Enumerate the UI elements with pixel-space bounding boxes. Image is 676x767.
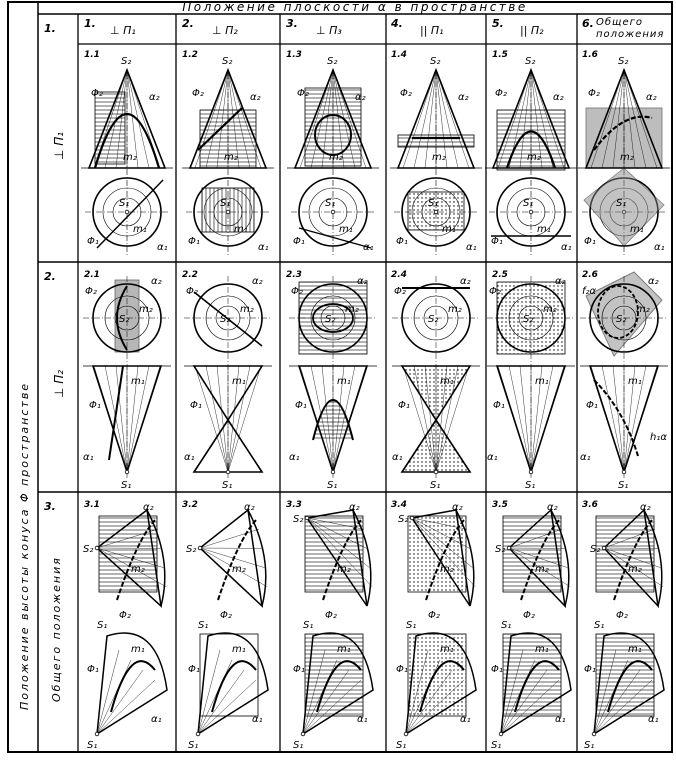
symbol-label: S₁ [222, 480, 233, 491]
symbol-label: α₂ [646, 92, 657, 103]
symbol-label: S₁ [525, 480, 536, 491]
symbol-label: m₁ [537, 224, 551, 235]
symbol-label: α₂ [244, 502, 255, 513]
symbol-label: S₂ [119, 314, 130, 325]
symbol-label: Φ₂ [616, 610, 628, 621]
apex-point [301, 732, 305, 736]
symbol-label: Φ₁ [89, 400, 101, 411]
symbol-label: α₂ [640, 502, 651, 513]
cell-id: 1.4 [391, 50, 407, 60]
symbol-label: Φ₂ [489, 286, 501, 297]
symbol-label: α₂ [460, 276, 471, 287]
symbol-label: α₁ [561, 242, 572, 253]
generator-line [97, 670, 143, 734]
symbol-label: α₁ [157, 242, 168, 253]
symbol-label: α₁ [258, 242, 269, 253]
cell-row1-drawing [485, 56, 577, 255]
symbol-label: m₂ [448, 304, 462, 315]
symbol-label: S₁ [325, 198, 336, 209]
cell-row3-drawing [83, 502, 167, 751]
symbol-label: S₂ [398, 514, 409, 525]
generator-line [198, 680, 256, 734]
plane-alpha1 [305, 634, 363, 716]
symbol-label: S₁ [616, 198, 627, 209]
symbol-label: α₁ [580, 452, 591, 463]
symbol-label: m₁ [234, 224, 248, 235]
symbol-label: S₁ [198, 620, 209, 631]
symbol-label: Φ₁ [190, 400, 202, 411]
plane-alpha1 [200, 634, 258, 716]
apex-point [592, 732, 596, 736]
symbol-label: m₂ [345, 304, 359, 315]
symbol-label: Φ₁ [584, 664, 596, 675]
symbol-label: α₂ [553, 92, 564, 103]
cell-id: 2.5 [492, 270, 508, 280]
symbol-label: m₂ [232, 564, 246, 575]
symbol-label: S₁ [594, 620, 605, 631]
cell-row2-drawing [289, 276, 377, 491]
symbol-label: S₁ [119, 198, 130, 209]
symbol-label: S₁ [430, 480, 441, 491]
generator-line [97, 680, 155, 734]
col-5-label: || Π₂ [520, 24, 544, 37]
symbol-label: m₁ [630, 224, 644, 235]
plane-alpha1 [596, 634, 654, 716]
symbol-label: Φ₁ [87, 236, 99, 247]
row-1-number: 1. [44, 22, 56, 35]
symbol-label: m₁ [232, 376, 246, 387]
symbol-label: m₁ [337, 376, 351, 387]
cell-row2-drawing [487, 276, 575, 491]
generator-line [217, 366, 228, 472]
symbol-label: α₁ [289, 452, 300, 463]
apex-point [410, 516, 414, 520]
apex-point [434, 470, 438, 474]
apex-point [622, 470, 626, 474]
apex-point [95, 732, 99, 736]
section-curve-m1 [111, 661, 155, 712]
col-2-number: 2. [182, 17, 194, 30]
symbol-label: S₂ [121, 56, 132, 67]
apex-point [331, 470, 335, 474]
symbol-label: m₂ [636, 304, 650, 315]
cell-row2-drawing [83, 276, 171, 491]
symbol-label: Φ₁ [87, 664, 99, 675]
symbol-label: m₂ [329, 152, 343, 163]
symbol-label: S₂ [616, 314, 627, 325]
symbol-label: Φ₁ [188, 236, 200, 247]
col-4-label: || Π₁ [420, 24, 444, 37]
col-1-number: 1. [84, 17, 96, 30]
symbol-label: α₂ [149, 92, 160, 103]
col-1-label: ⊥ Π₁ [110, 24, 136, 37]
generator-line [602, 366, 624, 472]
generator-line [509, 366, 531, 472]
symbol-label: S₁ [406, 620, 417, 631]
side-title: Положение высоты конуса Φ пространстве [18, 381, 31, 710]
cell-id: 3.6 [582, 500, 598, 510]
symbol-label: Φ₁ [491, 236, 503, 247]
symbol-label: m₂ [535, 564, 549, 575]
symbol-label: α₁ [392, 452, 403, 463]
symbol-label: h₁α [650, 432, 667, 443]
symbol-label: Φ₂ [495, 88, 507, 99]
symbol-label: α₁ [487, 452, 498, 463]
symbol-label: m₁ [131, 376, 145, 387]
cell-id: 3.2 [182, 500, 198, 510]
cell-id: 1.6 [582, 50, 598, 60]
symbol-label: m₂ [131, 564, 145, 575]
apex-point [125, 470, 129, 474]
cell-id: 2.6 [582, 270, 598, 280]
symbol-label: S₂ [525, 56, 536, 67]
symbol-label: Φ₂ [220, 610, 232, 621]
apex-point [529, 470, 533, 474]
symbol-label: Φ₁ [396, 236, 408, 247]
cell-row3-drawing [396, 502, 476, 751]
cell-row2-drawing [184, 276, 272, 491]
col-3-number: 3. [286, 17, 298, 30]
symbol-label: S₁ [121, 480, 132, 491]
col-4-number: 4. [391, 17, 403, 30]
cell-row1-drawing [182, 56, 274, 255]
plane-trace-alpha1 [299, 228, 371, 248]
symbol-label: α₂ [357, 276, 368, 287]
symbol-label: Φ₂ [400, 88, 412, 99]
symbol-label: S₁ [396, 740, 407, 751]
symbol-label: Φ₁ [398, 400, 410, 411]
symbol-label: S₂ [430, 56, 441, 67]
symbol-label: m₁ [628, 376, 642, 387]
symbol-label: S₂ [327, 56, 338, 67]
header-title: Положение плоскости α в пространстве [182, 0, 528, 14]
symbol-label: m₁ [232, 644, 246, 655]
symbol-label: Φ₁ [584, 236, 596, 247]
symbol-label: m₂ [337, 564, 351, 575]
cell-id: 3.3 [286, 500, 302, 510]
symbol-label: Φ₁ [295, 400, 307, 411]
apex-point [95, 546, 99, 550]
cell-id: 1.1 [84, 50, 100, 60]
cell-row3-drawing [491, 502, 571, 751]
plane-alpha1 [503, 634, 561, 716]
cell-id: 3.4 [391, 500, 407, 510]
symbol-label: S₂ [222, 56, 233, 67]
symbol-label: Φ₁ [188, 664, 200, 675]
cell-row1-drawing [287, 56, 379, 255]
symbol-label: Φ₁ [493, 400, 505, 411]
cell-row3-drawing [293, 502, 373, 751]
symbol-label: α₂ [151, 276, 162, 287]
section-curve-m1 [212, 661, 256, 712]
symbol-label: Φ₂ [297, 88, 309, 99]
symbol-label: S₁ [428, 198, 439, 209]
apex-point [226, 470, 230, 474]
cell-id: 2.4 [391, 270, 407, 280]
symbol-label: S₁ [220, 198, 231, 209]
generator-line [200, 529, 259, 548]
apex-point [125, 210, 129, 214]
generator-line [498, 366, 531, 472]
row-3-label: Общего положения [50, 556, 63, 702]
symbol-label: Φ₂ [85, 286, 97, 297]
symbol-label: S₂ [590, 544, 601, 555]
symbol-label: m₂ [240, 304, 254, 315]
generator-line [206, 366, 228, 472]
symbol-label: m₂ [620, 152, 634, 163]
symbol-label: Φ₁ [491, 664, 503, 675]
symbol-label: m₁ [339, 224, 353, 235]
symbol-label: m₂ [224, 152, 238, 163]
apex-point [529, 210, 533, 214]
symbol-label: α₁ [460, 714, 471, 725]
symbol-label: m₁ [131, 644, 145, 655]
generator-line [195, 366, 228, 472]
cell-id: 1.3 [286, 50, 302, 60]
symbol-label: α₂ [458, 92, 469, 103]
cell-id: 2.2 [182, 270, 198, 280]
symbol-label: m₂ [543, 304, 557, 315]
cell-row1-drawing [578, 56, 670, 255]
symbol-label: α₁ [83, 452, 94, 463]
cell-row1-drawing [390, 56, 482, 255]
symbol-label: S₂ [186, 544, 197, 555]
col-6-label: Общего положения [596, 17, 665, 40]
symbol-label: S₂ [428, 314, 439, 325]
row-3-number: 3. [44, 500, 56, 513]
apex-point [404, 732, 408, 736]
apex-point [305, 516, 309, 520]
symbol-label: S₂ [495, 544, 506, 555]
symbol-label: S₁ [501, 620, 512, 631]
symbol-label: m₁ [440, 376, 454, 387]
col-5-number: 5. [492, 17, 504, 30]
symbol-label: α₁ [555, 714, 566, 725]
symbol-label: m₁ [535, 644, 549, 655]
cone-front-view [200, 510, 262, 606]
symbol-label: Φ₁ [396, 664, 408, 675]
symbol-label: S₂ [220, 314, 231, 325]
apex-point [499, 732, 503, 736]
symbol-label: Φ₂ [523, 610, 535, 621]
cell-row2-drawing [392, 276, 480, 491]
apex-point [198, 546, 202, 550]
symbol-label: S₁ [303, 620, 314, 631]
col-3-label: ⊥ Π₃ [316, 24, 342, 37]
plane-trace-alpha1 [97, 180, 163, 248]
symbol-label: S₁ [188, 740, 199, 751]
cell-row1-drawing [81, 56, 173, 255]
cell-id: 3.1 [84, 500, 100, 510]
symbol-label: α₁ [363, 242, 374, 253]
symbol-label: α₂ [555, 276, 566, 287]
symbol-label: α₁ [184, 452, 195, 463]
symbol-label: m₂ [440, 564, 454, 575]
symbol-label: S₂ [618, 56, 629, 67]
cell-row2-drawing [580, 272, 668, 491]
symbol-label: m₁ [535, 376, 549, 387]
symbol-label: S₂ [293, 514, 304, 525]
cell-id: 1.2 [182, 50, 198, 60]
symbol-label: Φ₂ [428, 610, 440, 621]
plane-alpha1 [408, 634, 466, 716]
symbol-label: α₂ [349, 502, 360, 513]
symbol-label: m₂ [139, 304, 153, 315]
symbol-label: α₂ [252, 276, 263, 287]
cell-id: 2.3 [286, 270, 302, 280]
symbol-label: Φ₂ [91, 88, 103, 99]
symbol-label: Φ₂ [325, 610, 337, 621]
apex-point [507, 546, 511, 550]
symbol-label: α₂ [143, 502, 154, 513]
symbol-label: m₁ [440, 644, 454, 655]
symbol-label: α₁ [252, 714, 263, 725]
cell-row3-drawing [584, 502, 664, 751]
symbol-label: S₂ [83, 544, 94, 555]
symbol-label: Φ₂ [119, 610, 131, 621]
symbol-label: Φ₂ [588, 88, 600, 99]
apex-point [602, 546, 606, 550]
symbol-label: Φ₁ [293, 664, 305, 675]
section-curve-m1 [313, 400, 353, 440]
symbol-label: Φ₂ [186, 286, 198, 297]
col-2-label: ⊥ Π₂ [212, 24, 238, 37]
cell-id: 1.5 [492, 50, 508, 60]
symbol-label: α₂ [547, 502, 558, 513]
symbol-label: α₂ [452, 502, 463, 513]
symbol-label: m₁ [133, 224, 147, 235]
cell-row3-drawing [186, 502, 268, 751]
symbol-label: α₁ [648, 714, 659, 725]
symbol-label: α₁ [466, 242, 477, 253]
symbol-label: S₁ [97, 620, 108, 631]
row-1-label: ⊥ Π₁ [52, 131, 66, 160]
apex-point [331, 210, 335, 214]
symbol-label: S₂ [523, 314, 534, 325]
symbol-label: m₂ [527, 152, 541, 163]
symbol-label: α₁ [357, 714, 368, 725]
symbol-label: α₂ [648, 276, 659, 287]
symbol-label: Φ₂ [394, 286, 406, 297]
symbol-label: Φ₁ [586, 400, 598, 411]
apex-point [196, 732, 200, 736]
symbol-label: S₁ [618, 480, 629, 491]
symbol-label: m₁ [337, 644, 351, 655]
symbol-label: f₂α [582, 286, 597, 297]
symbol-label: m₂ [432, 152, 446, 163]
symbol-label: Φ₂ [291, 286, 303, 297]
cell-id: 3.5 [492, 500, 508, 510]
symbol-label: S₁ [491, 740, 502, 751]
cell-id: 2.1 [84, 270, 100, 280]
symbol-label: Φ₁ [293, 236, 305, 247]
col-6-number: 6. [582, 17, 594, 30]
symbol-label: S₁ [523, 198, 534, 209]
generator-line [198, 670, 244, 734]
symbol-label: α₂ [355, 92, 366, 103]
row-2-label: ⊥ Π₂ [52, 369, 66, 398]
symbol-label: α₁ [151, 714, 162, 725]
symbol-label: Φ₂ [192, 88, 204, 99]
symbol-label: S₁ [87, 740, 98, 751]
symbol-label: m₂ [123, 152, 137, 163]
symbol-label: m₁ [628, 644, 642, 655]
symbol-label: S₁ [293, 740, 304, 751]
symbol-label: α₁ [654, 242, 665, 253]
symbol-label: S₁ [584, 740, 595, 751]
symbol-label: S₂ [325, 314, 336, 325]
row-2-number: 2. [44, 270, 56, 283]
symbol-label: m₁ [442, 224, 456, 235]
symbol-label: α₂ [250, 92, 261, 103]
symbol-label: S₁ [327, 480, 338, 491]
symbol-label: m₂ [628, 564, 642, 575]
